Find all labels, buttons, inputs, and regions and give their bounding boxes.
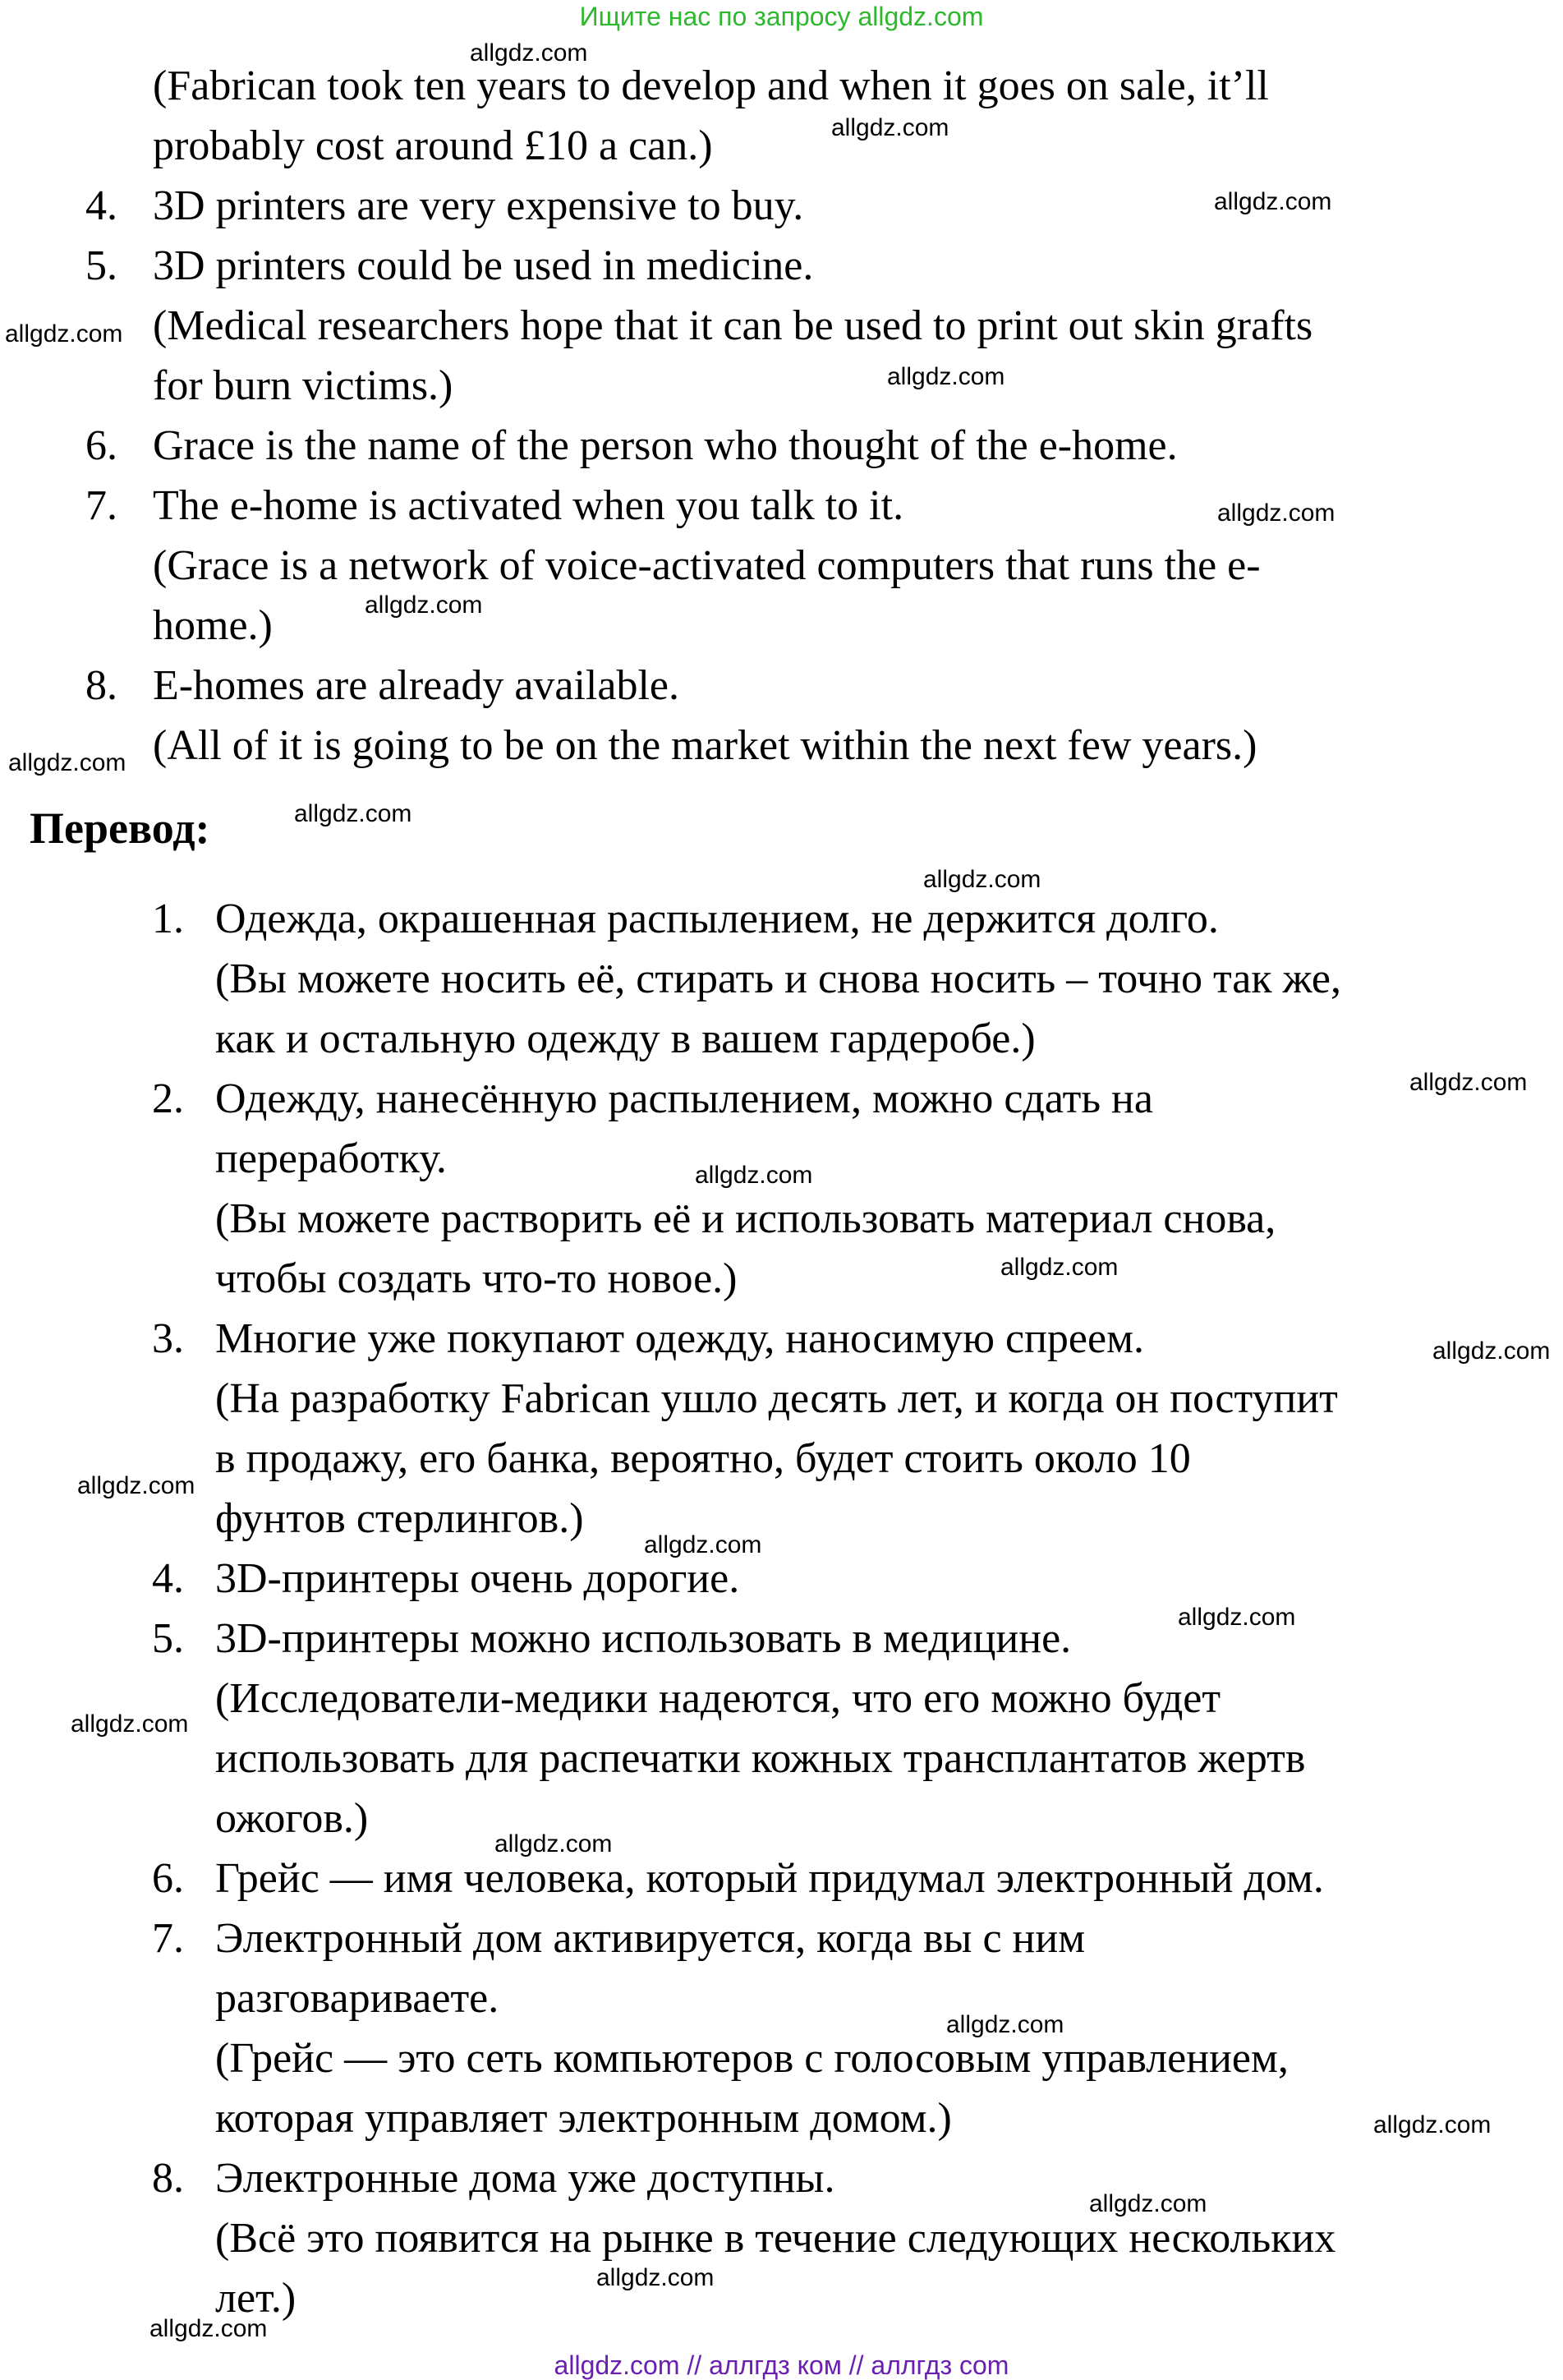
- ru-item-5-line-4: ожогов.): [215, 1795, 369, 1842]
- ru-item-3-number: 3.: [152, 1315, 184, 1362]
- en-item-4-line-1: 3D printers are very expensive to buy.: [153, 182, 804, 229]
- ru-item-8-line-1: Электронные дома уже доступны.: [215, 2155, 835, 2202]
- ru-item-4-line-1: 3D-принтеры очень дорогие.: [215, 1555, 740, 1602]
- ru-item-3-line-3: в продажу, его банка, вероятно, будет стоить около 10: [215, 1435, 1191, 1482]
- ru-item-7-line-4: которая управляет электронным домом.): [215, 2095, 952, 2142]
- watermark: allgdz.com: [365, 592, 483, 619]
- ru-item-4-number: 4.: [152, 1555, 184, 1602]
- ru-item-5-line-1: 3D-принтеры можно использовать в медицине.: [215, 1615, 1072, 1662]
- ru-item-8-line-2: (Всё это появится на рынке в течение следующих нескольких: [215, 2215, 1336, 2262]
- ru-item-7-number: 7.: [152, 1915, 184, 1962]
- watermark: allgdz.com: [1000, 1254, 1119, 1281]
- watermark: allgdz.com: [149, 2315, 268, 2342]
- ru-item-5-line-3: использовать для распечатки кожных трансплантатов жертв: [215, 1735, 1306, 1782]
- en-item-5-line-1: 3D printers could be used in medicine.: [153, 242, 814, 289]
- en-item-6-line-1: Grace is the name of the person who thought of the e-home.: [153, 422, 1178, 469]
- ru-item-8-line-3: лет.): [215, 2275, 297, 2322]
- ru-item-2-line-4: чтобы создать что-то новое.): [215, 1255, 738, 1302]
- ru-item-7-line-1: Электронный дом активируется, когда вы с ним: [215, 1915, 1086, 1962]
- ru-item-1-line-1: Одежда, окрашенная распылением, не держится долго.: [215, 895, 1219, 942]
- watermark: allgdz.com: [5, 320, 123, 348]
- ru-item-7-line-2: разговариваете.: [215, 1975, 499, 2022]
- watermark: allgdz.com: [494, 1830, 613, 1858]
- ru-item-5-number: 5.: [152, 1615, 184, 1662]
- en-item-7-line-1: The e-home is activated when you talk to it.: [153, 482, 904, 529]
- watermark: allgdz.com: [71, 1710, 189, 1738]
- watermark: allgdz.com: [294, 800, 412, 827]
- ru-item-6-number: 6.: [152, 1855, 184, 1902]
- watermark: allgdz.com: [596, 2264, 715, 2291]
- en-item-7-line-2: (Grace is a network of voice-activated computers that runs the e-: [153, 542, 1261, 589]
- translation-heading: Перевод:: [30, 803, 210, 853]
- ru-item-2-number: 2.: [152, 1075, 184, 1122]
- top-banner-link[interactable]: Ищите нас по запросу allgdz.com: [579, 2, 984, 31]
- watermark: allgdz.com: [1214, 188, 1332, 215]
- en-item-5-line-2: (Medical researchers hope that it can be used to print out skin grafts: [153, 302, 1313, 349]
- en-item-5-number: 5.: [85, 242, 117, 289]
- en-item-7-line-3: home.): [153, 602, 273, 649]
- ru-item-5-line-2: (Исследователи-медики надеются, что его можно будет: [215, 1675, 1221, 1722]
- en-item-8-number: 8.: [85, 662, 117, 709]
- ru-item-2-line-1: Одежду, нанесённую распылением, можно сдать на: [215, 1075, 1153, 1122]
- watermark: allgdz.com: [695, 1162, 813, 1189]
- ru-item-3-line-4: фунтов стерлингов.): [215, 1495, 584, 1542]
- watermark: allgdz.com: [946, 2011, 1064, 2038]
- ru-item-6-line-1: Грейс — имя человека, который придумал электронный дом.: [215, 1855, 1324, 1902]
- en-item-8-line-2: (All of it is going to be on the market within the next few years.): [153, 722, 1257, 769]
- en-item-3-continuation: (Fabrican took ten years to develop and when it goes on sale, it’ll: [153, 62, 1269, 109]
- watermark: allgdz.com: [1178, 1604, 1296, 1631]
- en-item-7-number: 7.: [85, 482, 117, 529]
- ru-item-1-number: 1.: [152, 895, 184, 942]
- en-item-4-number: 4.: [85, 182, 117, 229]
- watermark: allgdz.com: [831, 114, 949, 141]
- watermark: allgdz.com: [470, 39, 588, 67]
- footer-links[interactable]: allgdz.com // аллгдз ком // аллгдз com: [554, 2350, 1009, 2380]
- ru-item-8-number: 8.: [152, 2155, 184, 2202]
- en-item-5-line-3: for burn victims.): [153, 362, 453, 409]
- watermark: allgdz.com: [1373, 2111, 1492, 2138]
- ru-item-2-line-2: переработку.: [215, 1135, 447, 1182]
- en-item-8-line-1: E-homes are already available.: [153, 662, 679, 709]
- watermark: allgdz.com: [1432, 1337, 1551, 1365]
- ru-item-2-line-3: (Вы можете растворить её и использовать материал снова,: [215, 1195, 1276, 1242]
- ru-item-3-line-2: (На разработку Fabrican ушло десять лет, и когда он поступит: [215, 1375, 1338, 1422]
- watermark: allgdz.com: [923, 866, 1041, 893]
- watermark: allgdz.com: [1409, 1069, 1528, 1096]
- watermark: allgdz.com: [1217, 499, 1335, 527]
- watermark: allgdz.com: [1089, 2190, 1207, 2217]
- en-item-6-number: 6.: [85, 422, 117, 469]
- ru-item-1-line-2: (Вы можете носить её, стирать и снова носить – точно так же,: [215, 955, 1341, 1002]
- ru-item-1-line-3: как и остальную одежду в вашем гардеробе.): [215, 1015, 1036, 1062]
- ru-item-3-line-1: Многие уже покупают одежду, наносимую спреем.: [215, 1315, 1144, 1362]
- watermark: allgdz.com: [887, 363, 1005, 390]
- watermark: allgdz.com: [644, 1531, 762, 1558]
- en-item-3-continuation-2: probably cost around £10 a can.): [153, 122, 713, 169]
- watermark: allgdz.com: [77, 1472, 195, 1499]
- ru-item-7-line-3: (Грейс — это сеть компьютеров с голосовым управлением,: [215, 2035, 1289, 2082]
- watermark: allgdz.com: [8, 749, 126, 776]
